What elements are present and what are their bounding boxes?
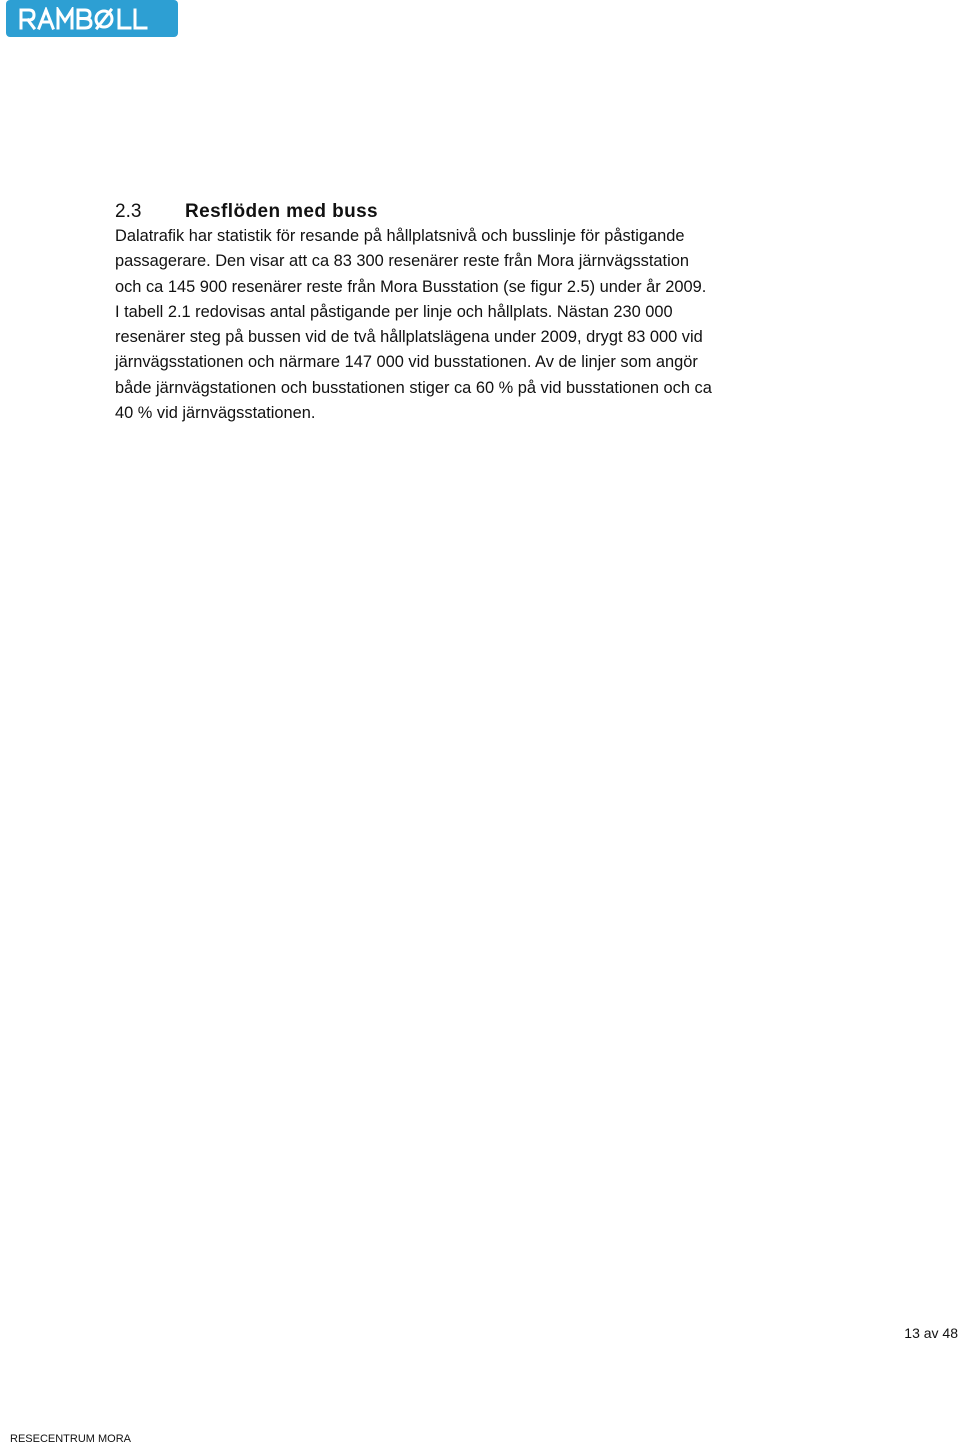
paragraph-line: järnvägsstationen och närmare 147 000 vid busstationen. Av de linjer som angör [115, 353, 698, 372]
section-heading [115, 200, 855, 224]
ramboll-logo [6, 0, 178, 37]
paragraph-line: resenärer steg på bussen vid de två hållplatslägena under 2009, drygt 83 000 vid [115, 328, 703, 347]
paragraph-line: 40 % vid järnvägsstationen. [115, 404, 316, 423]
paragraph-line: Dalatrafik har statistik för resande på hållplatsnivå och busslinje för påstigande [115, 227, 685, 245]
paragraph-line: och ca 145 900 resenärer reste från Mora Busstation (se figur 2.5) under år 2009. [115, 277, 707, 296]
paragraph-line: passagerare. Den visar att ca 83 300 resenärer reste från Mora järnvägsstation [115, 252, 689, 271]
section-number: 2.3 [115, 201, 142, 222]
section-paragraph [115, 224, 855, 426]
section-title: Resflöden med buss [185, 201, 379, 222]
page-number: 13 av 48 [904, 1325, 958, 1341]
paragraph-line: både järnvägstationen och busstationen stiger ca 60 % på vid busstationen och ca [115, 378, 712, 397]
footer-document-title: RESECENTRUM MORA [10, 1433, 132, 1445]
section-resfloden [115, 200, 855, 426]
ramboll-logo-wordmark [17, 7, 167, 31]
paragraph-line: I tabell 2.1 redovisas antal påstigande per linje och hållplats. Nästan 230 000 [115, 302, 673, 321]
